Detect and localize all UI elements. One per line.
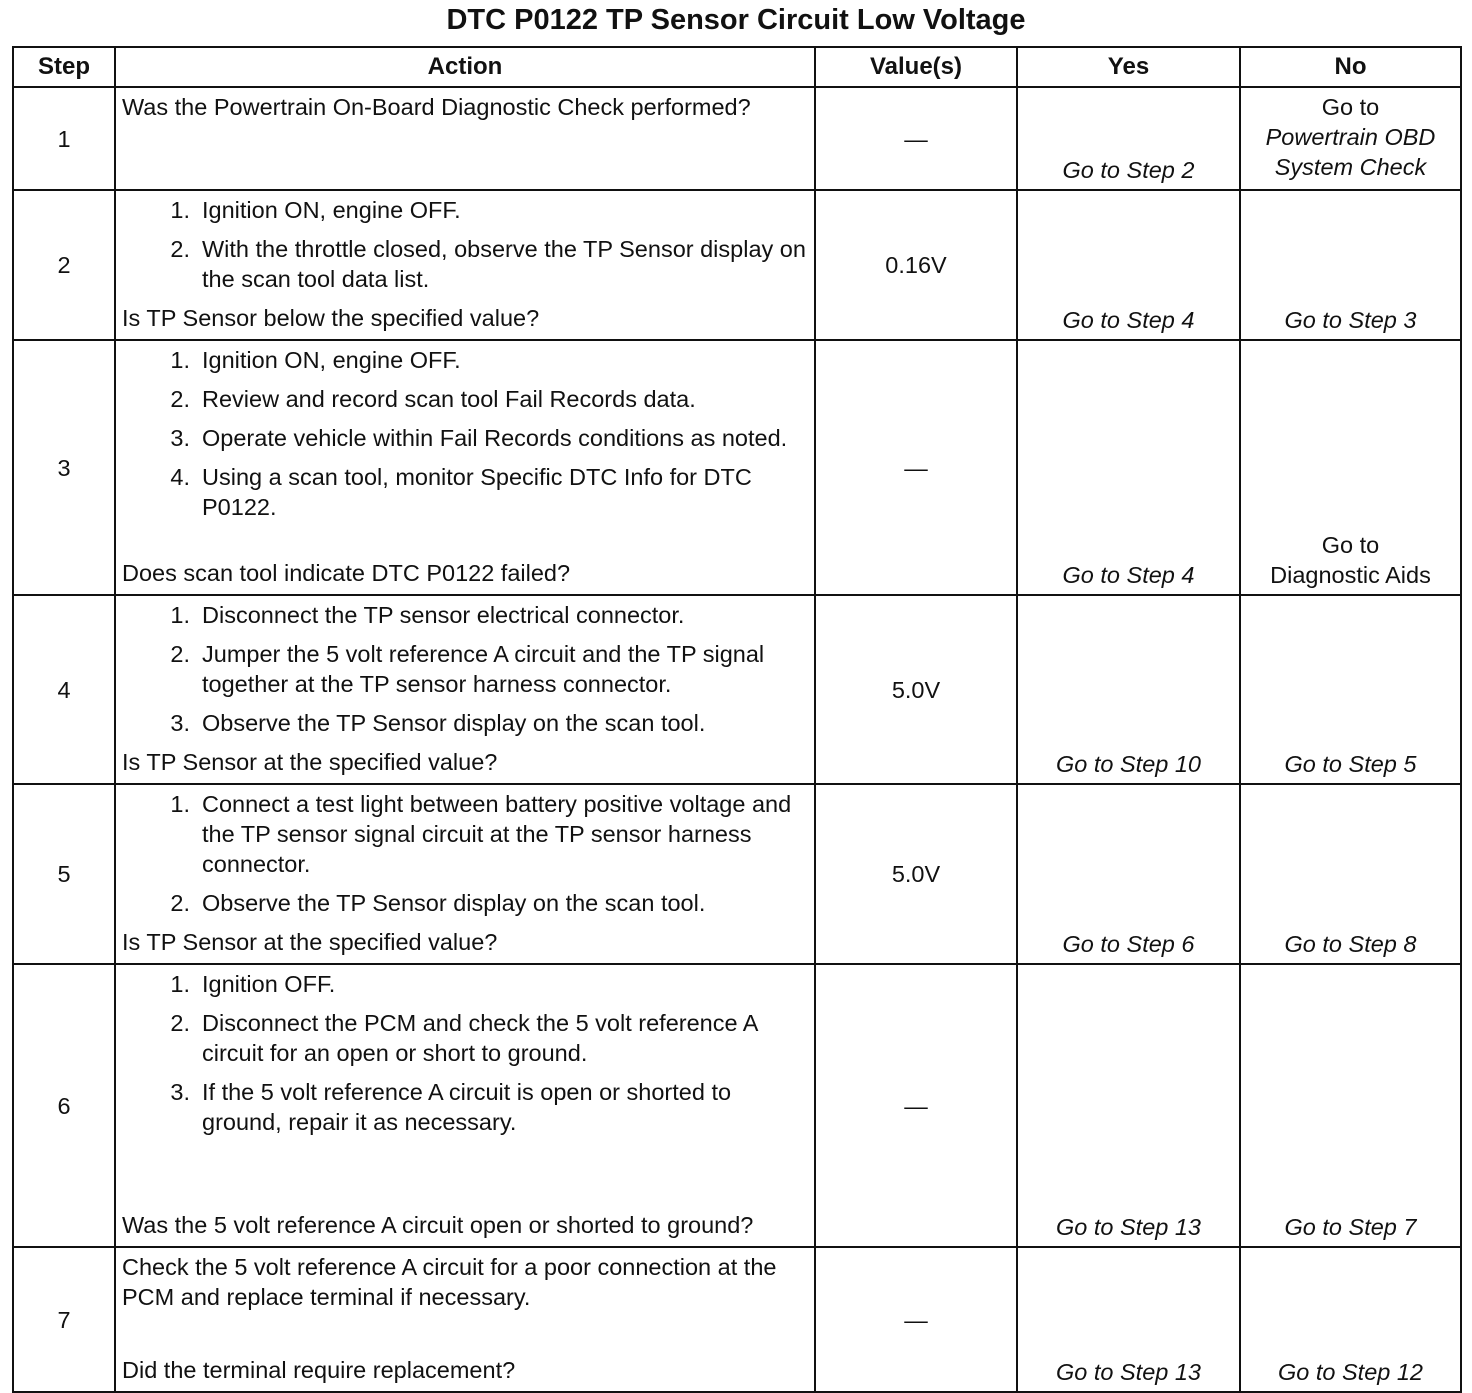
no-cell: Go to Step 12	[1240, 1247, 1461, 1392]
action-question: Does scan tool indicate DTC P0122 failed?	[122, 560, 571, 586]
action-cell	[115, 190, 815, 340]
value-cell: 0.16V	[815, 190, 1017, 340]
list-item: 2. Review and record scan tool Fail Records data.	[170, 386, 696, 412]
table-row	[13, 190, 1461, 340]
yes-cell: Go to Step 13	[1017, 1247, 1240, 1392]
list-item: 3. Operate vehicle within Fail Records conditions as noted.	[170, 425, 788, 451]
list-item: 4. Using a scan tool, monitor Specific DTC Info for DTC P0122.	[170, 464, 752, 520]
action-question: Is TP Sensor below the specified value?	[122, 305, 540, 331]
list-item: 2. Disconnect the PCM and check the 5 volt reference A circuit for an open or short to ground.	[170, 1010, 758, 1066]
value-cell: —	[815, 340, 1017, 595]
page-title: DTC P0122 TP Sensor Circuit Low Voltage	[446, 4, 1026, 36]
step-number: 7	[13, 1247, 115, 1392]
list-item: 3. If the 5 volt reference A circuit is open or shorted to ground, repair it as necessary.	[170, 1079, 732, 1135]
action-cell	[115, 964, 815, 1247]
diagnostic-table	[12, 46, 1462, 1393]
action-question: Is TP Sensor at the specified value?	[122, 929, 498, 955]
action-cell	[115, 595, 815, 784]
action-cell	[115, 1247, 815, 1392]
list-item: 1. Ignition OFF.	[170, 971, 336, 997]
no-line-2: Diagnostic Aids	[1270, 562, 1431, 588]
table-row	[13, 964, 1461, 1247]
step-number: 1	[13, 87, 115, 190]
value-cell: 5.0V	[815, 595, 1017, 784]
action-cell	[115, 784, 815, 964]
yes-cell: Go to Step 6	[1017, 784, 1240, 964]
step-number: 3	[13, 340, 115, 595]
action-question: Is TP Sensor at the specified value?	[122, 749, 498, 775]
header-action: Action	[115, 47, 815, 87]
list-item: 1. Ignition ON, engine OFF.	[170, 347, 461, 373]
table-row	[13, 340, 1461, 595]
header-values: Value(s)	[815, 47, 1017, 87]
no-cell: Go to Step 8	[1240, 784, 1461, 964]
yes-cell: Go to Step 2	[1017, 87, 1240, 190]
action-cell	[115, 340, 815, 595]
table-row	[13, 784, 1461, 964]
list-item: 1. Connect a test light between battery positive voltage and the TP sensor signal circuit at the TP sensor harness connector.	[170, 791, 792, 877]
action-question: Was the 5 volt reference A circuit open or shorted to ground?	[122, 1212, 754, 1238]
list-item: 1. Ignition ON, engine OFF.	[170, 197, 461, 223]
yes-cell: Go to Step 10	[1017, 595, 1240, 784]
no-cell	[1240, 87, 1461, 190]
list-item: 3. Observe the TP Sensor display on the scan tool.	[170, 710, 706, 736]
value-cell: —	[815, 964, 1017, 1247]
action-text: Check the 5 volt reference A circuit for a poor connection at the PCM and replace terminal if necessary.	[122, 1254, 777, 1310]
yes-cell: Go to Step 4	[1017, 190, 1240, 340]
step-number: 5	[13, 784, 115, 964]
yes-cell: Go to Step 4	[1017, 340, 1240, 595]
no-cell	[1240, 340, 1461, 595]
action-cell	[115, 87, 815, 190]
action-question: Did the terminal require replacement?	[122, 1357, 516, 1383]
step-number: 4	[13, 595, 115, 784]
no-cell: Go to Step 5	[1240, 595, 1461, 784]
header-no: No	[1240, 47, 1461, 87]
value-cell: —	[815, 87, 1017, 190]
list-item: 2. Observe the TP Sensor display on the scan tool.	[170, 890, 706, 916]
list-item: 2. Jumper the 5 volt reference A circuit and the TP signal together at the TP sensor harness connector.	[170, 641, 765, 697]
yes-cell: Go to Step 13	[1017, 964, 1240, 1247]
header-step: Step	[13, 47, 115, 87]
list-item: 1. Disconnect the TP sensor electrical connector.	[170, 602, 685, 628]
table-row	[13, 1247, 1461, 1392]
no-line-2: Powertrain OBD System Check	[1265, 124, 1436, 180]
action-text: Was the Powertrain On-Board Diagnostic Check performed?	[122, 94, 751, 120]
step-number: 2	[13, 190, 115, 340]
no-line-1: Go to	[1321, 94, 1380, 120]
table-row	[13, 595, 1461, 784]
step-number: 6	[13, 964, 115, 1247]
value-cell: 5.0V	[815, 784, 1017, 964]
no-line-1: Go to	[1321, 532, 1380, 558]
value-cell: —	[815, 1247, 1017, 1392]
no-cell: Go to Step 3	[1240, 190, 1461, 340]
table-row	[13, 87, 1461, 190]
header-row	[13, 47, 1461, 87]
list-item: 2. With the throttle closed, observe the TP Sensor display on the scan tool data list.	[170, 236, 806, 292]
no-cell: Go to Step 7	[1240, 964, 1461, 1247]
header-yes: Yes	[1017, 47, 1240, 87]
